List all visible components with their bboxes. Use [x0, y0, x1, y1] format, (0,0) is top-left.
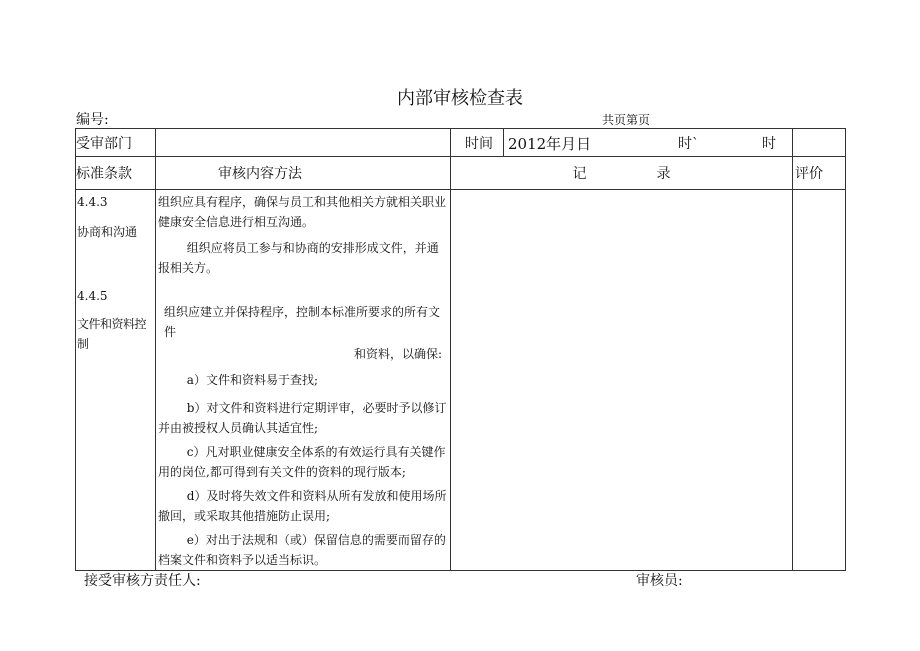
clause-1-number: 4.4.3 [77, 195, 108, 209]
col-record: 记 录 [451, 157, 793, 190]
time-hour-from: 时` [678, 136, 699, 152]
content-item-b: b）对文件和资料进行定期评审，必要时予以修订并由被授权人员确认其适宜性; [158, 401, 447, 435]
clause-2-number: 4.4.5 [77, 289, 108, 303]
clause-1-name: 协商和沟通 [77, 225, 138, 239]
record-cell[interactable] [451, 190, 793, 571]
time-extra [793, 129, 846, 157]
content-item-c: c）凡对职业健康安全体系的有效运行具有关键作用的岗位,都可得到有关文件的资料的现行版本; [158, 445, 446, 479]
body-row [76, 190, 846, 571]
time-hour-to: 时 [762, 136, 776, 152]
content-item-a: a）文件和资料易于查找; [186, 373, 318, 387]
clause-2-name: 文件和资料控制 [77, 317, 147, 351]
content-p3a: 组织应建立并保持程序，控制本标准所要求的所有文件 [164, 305, 441, 339]
content-item-e: e）对出于法规和（或）保留信息的需要而留存的档案文件和资料予以适当标识。 [158, 533, 446, 567]
auditor-label: 审核员: [636, 573, 683, 589]
page-title: 内部审核检查表 [397, 88, 523, 109]
content-item-d: d）及时将失效文件和资料从所有发放和使用场所撤回，或采取其他措施防止误用; [158, 489, 447, 523]
content-p2: 组织应将员工参与和协商的安排形成文件，并通报相关方。 [158, 241, 439, 275]
dept-value[interactable] [156, 129, 451, 157]
clause-cell [76, 190, 156, 571]
header-row [76, 157, 846, 190]
time-date: 2012年月日 [508, 135, 592, 153]
content-p1: 组织应具有程序，确保与员工和其他相关方就相关职业健康安全信息进行相互沟通。 [158, 195, 447, 229]
eval-cell[interactable] [793, 190, 846, 571]
time-label: 时间 [451, 129, 504, 157]
checklist-table [75, 128, 846, 571]
code-label: 编号: [76, 112, 109, 128]
dept-label: 受审部门 [76, 129, 156, 157]
time-value-cell[interactable] [504, 129, 793, 157]
content-cell [156, 190, 451, 571]
content-p3b: 和资料，以确保: [353, 347, 442, 361]
col-method: 审核内容方法 [156, 157, 451, 190]
pages-label: 共页第页 [602, 113, 651, 127]
dept-row [76, 129, 846, 157]
col-clause: 标准条款 [76, 157, 156, 190]
auditee-label: 接受审核方责任人: [84, 573, 201, 589]
col-eval: 评价 [793, 157, 846, 190]
